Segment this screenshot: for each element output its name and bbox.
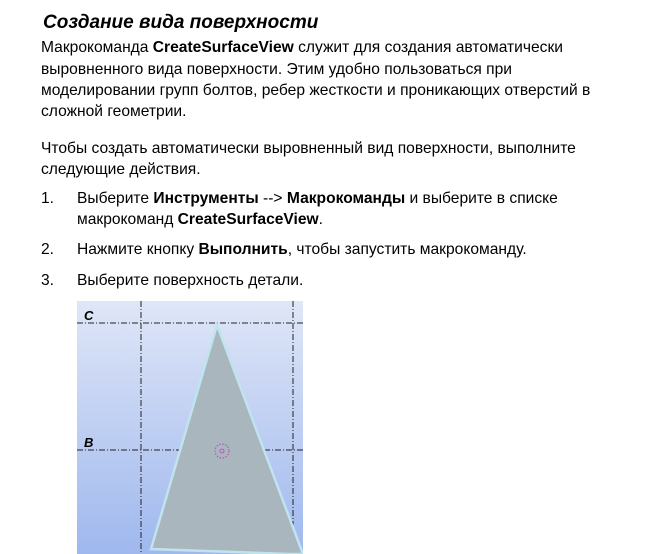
step-text: макрокоманд bbox=[77, 211, 178, 228]
section-title: Создание вида поверхности bbox=[43, 12, 319, 33]
step-text: Выберите bbox=[77, 190, 154, 207]
plane-label-b: B bbox=[84, 435, 94, 450]
macro-name: CreateSurfaceView bbox=[152, 39, 294, 56]
surface-view-figure bbox=[77, 301, 303, 554]
intro-text: Макрокоманда bbox=[41, 39, 153, 56]
step-1-line-1 bbox=[77, 189, 558, 209]
step-text: . bbox=[318, 211, 324, 228]
para2-line-1: Чтобы создать автоматически выровненный вид поверхности, выполните bbox=[41, 140, 576, 157]
intro-line-1 bbox=[41, 38, 563, 58]
step-1-line-2 bbox=[77, 210, 323, 230]
step-number: 1. bbox=[41, 190, 55, 207]
menu-tools: Инструменты bbox=[153, 190, 259, 207]
step-text: --> bbox=[258, 190, 287, 207]
step-number: 2. bbox=[41, 241, 55, 258]
surface-view-drawing bbox=[77, 301, 303, 554]
para2-line-2: следующие действия. bbox=[41, 161, 201, 178]
menu-macros: Макрокоманды bbox=[286, 190, 406, 207]
intro-line-4: сложной геометрии. bbox=[41, 103, 187, 120]
step-text: , чтобы запустить макрокоманду. bbox=[287, 241, 527, 258]
step-text: Нажмите кнопку bbox=[77, 241, 199, 258]
intro-line-3: моделировании групп болтов, ребер жесткости и проникающих отверстий в bbox=[41, 82, 591, 99]
intro-text: служит для создания автоматически bbox=[293, 39, 564, 56]
plane-label-c: C bbox=[84, 308, 94, 323]
step-3-line: Выберите поверхность детали. bbox=[77, 272, 304, 289]
step-2-line bbox=[77, 240, 527, 260]
step-number: 3. bbox=[41, 272, 55, 289]
macro-name: CreateSurfaceView bbox=[177, 211, 319, 228]
step-text: и выберите в списке bbox=[405, 190, 558, 207]
run-button-name: Выполнить bbox=[198, 241, 288, 258]
intro-line-2: выровненного вида поверхности. Этим удобно пользоваться при bbox=[41, 61, 513, 78]
